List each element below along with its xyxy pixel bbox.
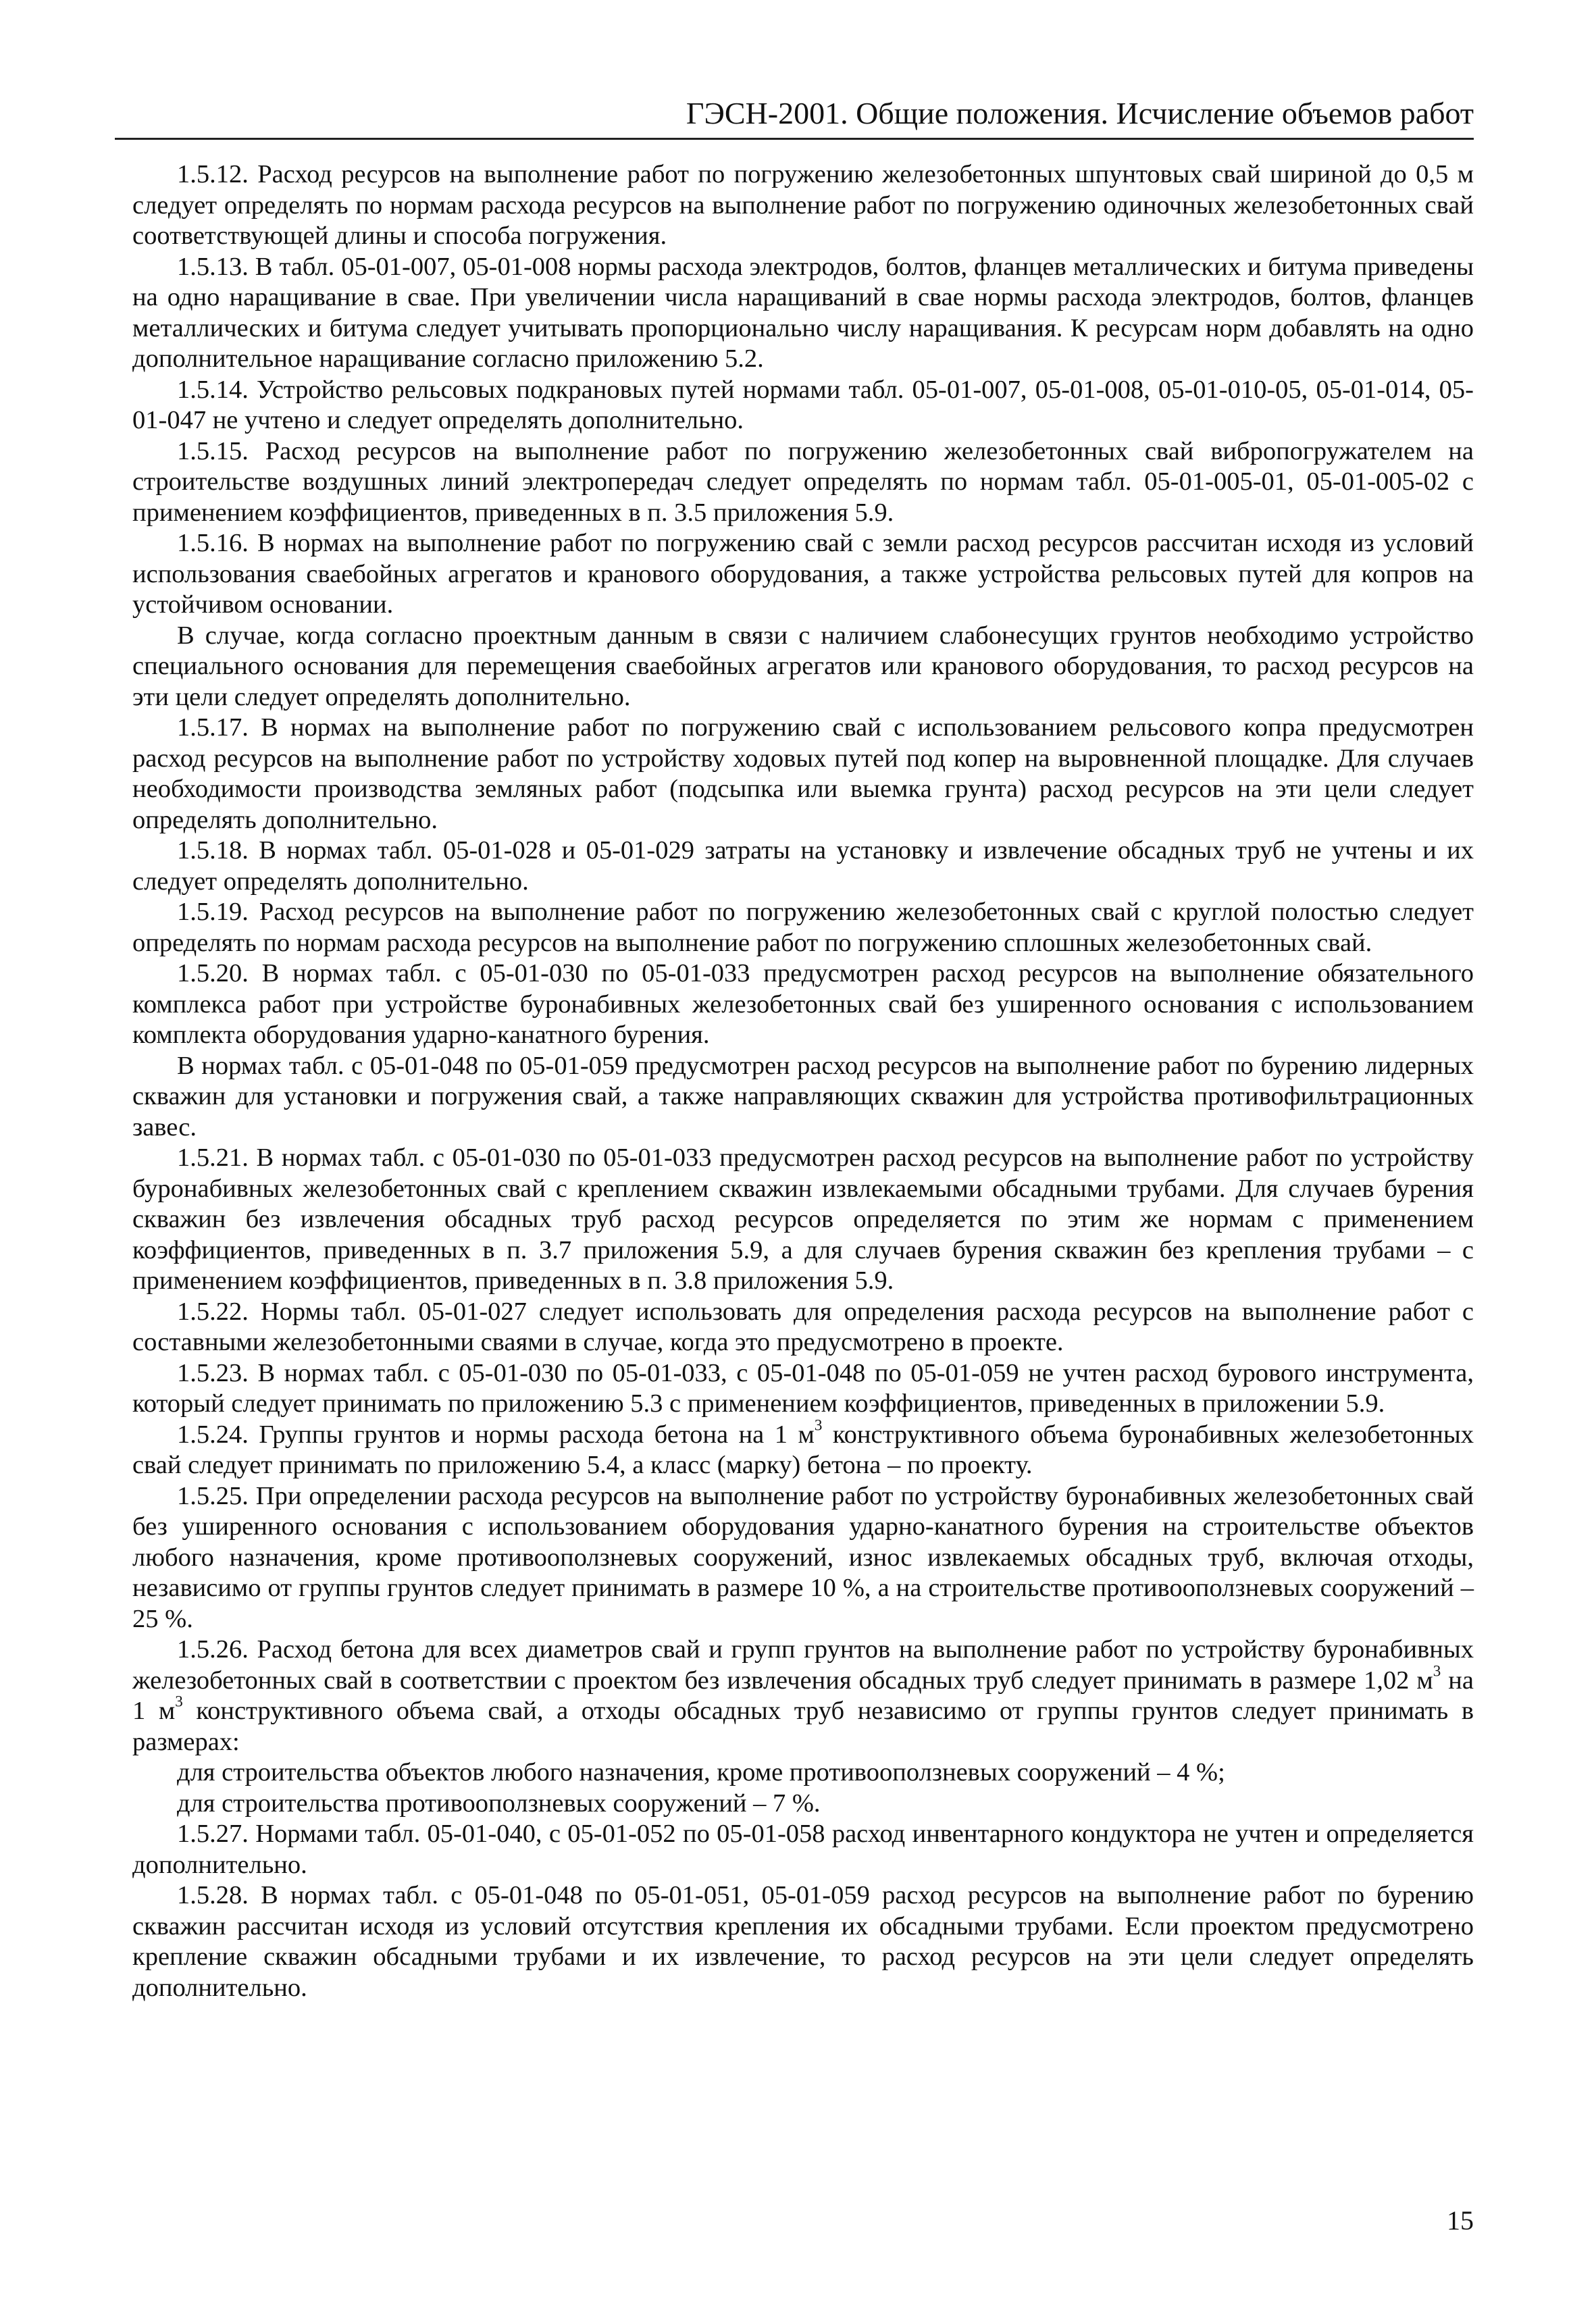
paragraph: 1.5.21. В нормах табл. с 05-01-030 по 05-01-033 предусмотрен расход ресурсов на выполнение работ по устройству буронабивных железобетонных свай с креплением скважин извлекаемыми обсадными трубами. Для случаев бурения скважин без извлечения обсадных труб расход ресурсов определяется по этим же нормам с применением коэффициентов, приведенных в п. 3.7 приложения 5.9, а для случаев бурения скважин без крепления трубами – с применением коэффициентов, приведенных в п. 3.8 приложения 5.9. — [132, 1143, 1474, 1295]
page-number: 15 — [1447, 2205, 1474, 2236]
paragraph: для строительства объектов любого назначения, кроме противооползневых сооружений – 4 %; — [177, 1758, 1225, 1786]
paragraph: 1.5.13. В табл. 05-01-007, 05-01-008 нормы расхода электродов, болтов, фланцев металлических и битума приведены на одно наращивание в свае. При увеличении числа наращиваний в свае нормы расхода электродов, болтов, фланцев металлических и битума следует учитывать пропорционально числу наращивания. К ресурсам норм добавлять на одно дополнительное наращивание согласно приложению 5.2. — [132, 252, 1474, 373]
superscript: 3 — [814, 1416, 823, 1434]
superscript: 3 — [175, 1692, 183, 1710]
paragraph: В нормах табл. с 05-01-048 по 05-01-059 предусмотрен расход ресурсов на выполнение работ по бурению лидерных скважин для установки и погружения свай, а также направляющих скважин для устройства противофильтрационных завес. — [132, 1051, 1474, 1141]
header-rule — [115, 138, 1474, 140]
paragraph: 1.5.24. Группы грунтов и нормы расхода бетона на 1 $м^3$ конструктивного объема буронабивных железобетонных свай следует принимать по приложению 5.4, а класс (марку) бетона – по проекту. — [132, 1416, 1474, 1479]
paragraph: В случае, когда согласно проектным данным в связи с наличием слабонесущих грунтов необходимо устройство специального основания для перемещения сваебойных агрегатов или кранового оборудования, то расход ресурсов на эти цели следует определять дополнительно. — [132, 621, 1474, 711]
paragraph: 1.5.27. Нормами табл. 05-01-040, с 05-01-052 по 05-01-058 расход инвентарного кондуктора не учтен и определяется дополнительно. — [132, 1820, 1474, 1879]
paragraph: 1.5.12. Расход ресурсов на выполнение работ по погружению железобетонных шпунтовых свай шириной до 0,5 м следует определять по нормам расхода ресурсов на выполнение работ по погружению одиночных железобетонных свай соответствующей длины и способа погружения. — [132, 160, 1474, 250]
paragraph: 1.5.26. Расход бетона для всех диаметров свай и групп грунтов на выполнение работ по устройству буронабивных железобетонных свай в соответствии с проектом без извлечения обсадных труб следует принимать в размере 1,02 $м^3$ на 1 $м^3$ конструктивного объема свай, а отходы обсадных труб независимо от группы грунтов следует принимать в размерах: — [132, 1635, 1474, 1756]
paragraph: 1.5.18. В нормах табл. 05-01-028 и 05-01-029 затраты на установку и извлечение обсадных труб не учтены и их следует определять дополнительно. — [132, 836, 1474, 896]
paragraph: 1.5.22. Нормы табл. 05-01-027 следует использовать для определения расхода ресурсов на выполнение работ с составными железобетонными сваями в случае, когда это предусмотрено в проекте. — [132, 1297, 1474, 1356]
paragraph: 1.5.28. В нормах табл. с 05-01-048 по 05-01-051, 05-01-059 расход ресурсов на выполнение работ по бурению скважин рассчитан исходя из условий отсутствия крепления их обсадными трубами. Если проектом предусмотрено крепление скважин обсадными трубами и их извлечение, то расход ресурсов на эти цели следует определять дополнительно. — [132, 1881, 1474, 2002]
running-header: ГЭСН-2001. Общие положения. Исчисление объемов работ — [686, 96, 1474, 130]
paragraph: 1.5.23. В нормах табл. с 05-01-030 по 05-01-033, с 05-01-048 по 05-01-059 не учтен расход бурового инструмента, который следует принимать по приложению 5.3 с применением коэффициентов, приведенных в приложении 5.9. — [132, 1358, 1474, 1418]
paragraph: 1.5.16. В нормах на выполнение работ по погружению свай с земли расход ресурсов рассчитан исходя из условий использования сваебойных агрегатов и кранового оборудования, а также устройства рельсовых путей для копров на устойчивом основании. — [132, 529, 1474, 619]
paragraph: 1.5.25. При определении расхода ресурсов на выполнение работ по устройству буронабивных железобетонных свай без уширенного основания с использованием оборудования ударно-канатного бурения на строительстве объектов любого назначения, кроме противооползневых сооружений, износ извлекаемых обсадных труб, включая отходы, независимо от группы грунтов следует принимать в размере 10 %, а на строительстве противооползневых сооружений – 25 %. — [132, 1481, 1474, 1633]
body-text — [132, 159, 1474, 2003]
paragraph: 1.5.17. В нормах на выполнение работ по погружению свай с использованием рельсового копра предусмотрен расход ресурсов на выполнение работ по устройству ходовых путей под копер на выровненной площадке. Для случаев необходимости производства земляных работ (подсыпка или выемка грунта) расход ресурсов на эти цели следует определять дополнительно. — [132, 713, 1474, 834]
paragraph: 1.5.19. Расход ресурсов на выполнение работ по погружению железобетонных свай с круглой полостью следует определять по нормам расхода ресурсов на выполнение работ по погружению сплошных железобетонных свай. — [132, 898, 1474, 957]
paragraph: для строительства противооползневых сооружений – 7 %. — [177, 1789, 821, 1818]
paragraph: 1.5.15. Расход ресурсов на выполнение работ по погружению железобетонных свай вибропогружателем на строительстве воздушных линий электропередач следует определять по нормам табл. 05-01-005-01, 05-01-005-02 с применением коэффициентов, приведенных в п. 3.5 приложения 5.9. — [132, 436, 1474, 527]
paragraph: 1.5.20. В нормах табл. с 05-01-030 по 05-01-033 предусмотрен расход ресурсов на выполнение обязательного комплекса работ при устройстве буронабивных железобетонных свай без уширенного основания с использованием комплекта оборудования ударно-канатного бурения. — [132, 959, 1474, 1049]
paragraph: 1.5.14. Устройство рельсовых подкрановых путей нормами табл. 05-01-007, 05-01-008, 05-01-010-05, 05-01-014, 05-01-047 не учтено и следует определять дополнительно. — [132, 375, 1474, 434]
superscript: 3 — [1433, 1662, 1441, 1680]
